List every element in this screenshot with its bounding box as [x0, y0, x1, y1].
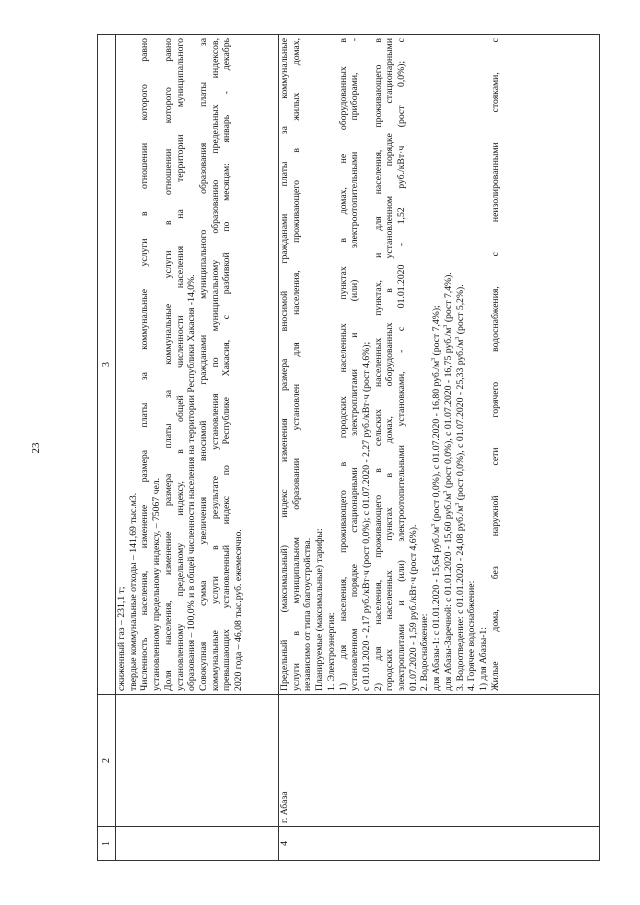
description-cell — [116, 35, 279, 695]
text-line: для Абазы-Заречной: с 01.01.2020 - 15,60 $руб./м^3$ (рост 0,0%), с 01.07.2020 - 16,75 $руб./м^3$ (рост 7,4%). — [442, 272, 454, 691]
text-line: 1. Электроэнергия: — [325, 612, 337, 691]
text-line: установленному предельному индексу, в общей численности населения на территории муниципального — [174, 38, 186, 691]
text-line: городских населенных пунктах в домах, оборудованных в установленном порядке стационарными — [384, 38, 396, 691]
text-line: Жилые дома, без наружной сети горячего водоснабжения, с неизолированными стояками, с — [489, 38, 501, 691]
row-number-cell: 4 — [279, 827, 600, 861]
text-line: 1) для населения, проживающего в городских населенных пунктах в домах, не оборудованных в — [337, 38, 349, 691]
table-row — [116, 35, 279, 861]
text-line: услуги в муниципальном образовании установлен для населения, проживающего в жилых домах, — [290, 38, 302, 691]
text-line: 1) для Абазы-1: — [477, 627, 489, 691]
text-line: превышающих установленный индекс по Республике Хакасия, с разбивкой по месяцам: январь - декабрь — [221, 38, 233, 691]
text-line: установленному предельному индексу, – 75067 чел. — [151, 477, 163, 691]
text-line: коммунальные услуги в результате установления по муниципальному образованию предельных индексов, — [209, 38, 221, 691]
text-line: 2020 года – 46,08 тыс.руб. ежемесячно. — [233, 529, 245, 691]
text-line: электроплитами и (или) электроотопительными установками, - с 01.01.2020 - 1,52 руб./кВт·ч (рост 0,0%); с — [396, 38, 408, 691]
description-cell — [279, 35, 600, 695]
text-line: Планируемые (максимальные) тарифы: — [314, 528, 326, 691]
text-line: 2) для населения, проживающего в сельских населенных пунктах, и для населения, проживающего в — [372, 38, 384, 691]
text-line: 4. Горячее водоснабжение: — [466, 580, 478, 691]
text-line: 01.07.2020 - 1,59 руб./кВт·ч (рост 4,6%). — [407, 524, 419, 691]
text-line: твердые коммунальные отходы – 141,69 тыс.м3. — [127, 492, 139, 691]
text-line: Предельный (максимальный) индекс изменения размера вносимой гражданами платы за коммунальные — [279, 38, 290, 691]
tariff-table — [97, 34, 600, 861]
row-number-cell — [116, 827, 279, 861]
header-col-1: 1 — [98, 827, 116, 861]
header-col-2: 2 — [98, 695, 116, 827]
text-line: 2. Водоснабжение: — [419, 613, 431, 691]
page-number: 23 — [30, 442, 42, 454]
text-line: 3. Водоотведение: с 01.01.2020 - 24,08 $руб./м^3$ (рост 0,0%), с 01.07.2020 - 25,33 $руб./м^3$ (рост 5,2%). — [454, 284, 466, 691]
text-line: для Абазы-1: с 01.01.2020 - 15,64 $руб./м^3$ (рост 0,0%), с 01.07.2020 - 16,80 $руб./м^3$ (рост 7,4%); — [431, 305, 443, 691]
municipality-cell — [116, 695, 279, 827]
text-line: установленном порядке стационарными электроплитами и (или) электроотопительными приборами, - — [349, 38, 361, 691]
text-line: Доля населения, изменение размера платы за коммунальные услуги в отношении которого равно — [162, 38, 174, 691]
text-line: с 01.01.2020 - 2,17 руб./кВт·ч (рост 0,0%); с 01.07.2020 - 2,27 руб./кВт·ч (рост 4,6%); — [360, 341, 372, 691]
text-line: образования – 100,0% и в общей численности населения на территории Республики Хакасия -14,0%. — [186, 274, 198, 691]
text-line: Численность населения, изменение размера платы за коммунальные услуги в отношении которого равно — [139, 38, 151, 691]
header-col-3: 3 — [98, 35, 116, 695]
rotated-page-content — [97, 35, 600, 861]
text-line: Совокупная сумма увеличения вносимой гражданами муниципального образования платы за — [197, 38, 209, 691]
text-line: сжиженный газ – 231,1 т; — [116, 586, 127, 691]
table-row — [279, 35, 600, 861]
municipality-cell: г. Абаза — [279, 695, 600, 827]
table-header-row — [98, 35, 116, 861]
text-line: независимо от типа благоустройства. — [302, 537, 314, 691]
